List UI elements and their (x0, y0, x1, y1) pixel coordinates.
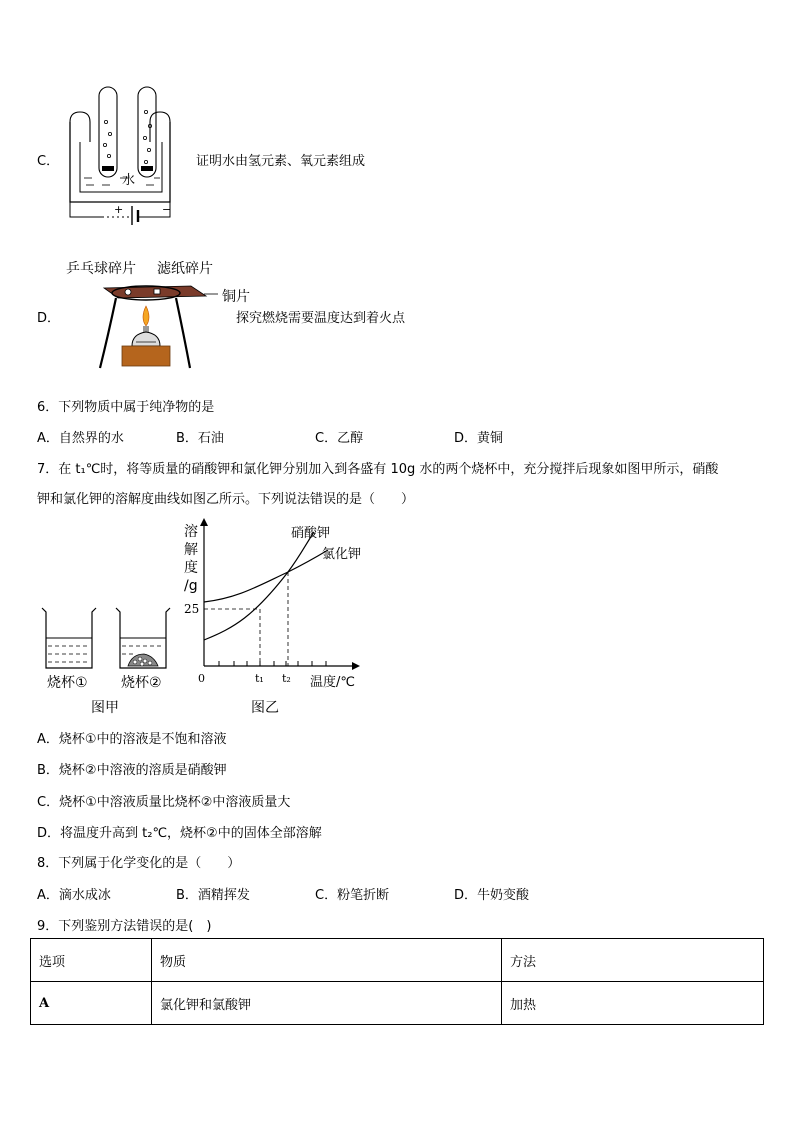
beakers-figure (36, 604, 186, 674)
combustion-apparatus-figure (96, 276, 236, 372)
ylabel-char-4: /g (184, 578, 198, 594)
cell-substance: 氯化钾和氯酸钾 (152, 982, 502, 1025)
ytick-25: 25 (184, 602, 200, 616)
beaker1-label: 烧杯① (47, 675, 88, 691)
table-header-row (31, 939, 764, 982)
table-row (31, 982, 764, 1025)
figure-a-caption: 图甲 (91, 700, 119, 716)
q6-option-c: C．乙醇 (315, 431, 364, 446)
kcl-curve (204, 550, 328, 602)
q9-stem: 9．下列鉴别方法错误的是( ) (37, 919, 212, 934)
beaker2-label: 烧杯② (121, 675, 162, 691)
beaker-1 (42, 608, 96, 668)
q7-option-a: A．烧杯①中的溶液是不饱和溶液 (37, 732, 227, 747)
negative-terminal-label: − (162, 203, 172, 216)
ylabel-char-2: 解 (184, 542, 198, 558)
q6-option-a: A．自然界的水 (37, 431, 124, 446)
q8-option-d: D．牛奶变酸 (454, 888, 530, 903)
q6-option-b: B．石油 (176, 431, 224, 446)
cell-method: 加热 (502, 982, 764, 1025)
q8-option-b: B．酒精挥发 (176, 888, 250, 903)
option-d-text: 探究燃烧需要温度达到着火点 (236, 311, 406, 326)
figure-b-caption: 图乙 (251, 700, 279, 716)
option-letter-c: C． (37, 154, 60, 169)
q8-option-c: C．粉笔折断 (315, 888, 390, 903)
cell-option: A (31, 982, 152, 1025)
option-c-text: 证明水由氢元素、氧元素组成 (196, 154, 366, 169)
q7-option-d: D．将温度升高到 t₂℃，烧杯②中的固体全部溶解 (37, 826, 322, 841)
ylabel-char-1: 溶 (184, 524, 198, 540)
q8-option-a: A．滴水成冰 (37, 888, 111, 903)
header-option: 选项 (31, 939, 152, 982)
q6-stem: 6．下列物质中属于纯净物的是 (37, 400, 215, 415)
xlabel: 温度/℃ (310, 675, 355, 690)
electrolysis-apparatus-figure (62, 82, 192, 227)
solubility-curve-figure (178, 516, 368, 694)
q9-table (30, 938, 764, 1025)
origin-label: 0 (198, 672, 205, 685)
positive-terminal-label: + (114, 203, 124, 216)
xtick-t2: t₂ (282, 672, 291, 685)
option-letter-d: D． (37, 311, 61, 326)
series-kcl-label: 氯化钾 (322, 547, 362, 562)
q8-stem: 8．下列属于化学变化的是（ ） (37, 856, 241, 871)
series-kno3-label: 硝酸钾 (291, 526, 331, 541)
pingpong-label: 乒乓球碎片 (66, 261, 136, 277)
q7-option-b: B．烧杯②中溶液的溶质是硝酸钾 (37, 763, 227, 778)
copper-label: 铜片 (222, 289, 250, 305)
q7-stem-line2: 钾和氯化钾的溶解度曲线如图乙所示。下列说法错误的是（ ） (37, 492, 415, 507)
header-substance: 物质 (152, 939, 502, 982)
ylabel-char-3: 度 (184, 560, 198, 576)
beaker-2 (116, 608, 170, 668)
q7-stem-line1: 7．在 t₁℃时，将等质量的硝酸钾和氯化钾分别加入到各盛有 10g 水的两个烧杯中，充分搅拌后现象如图甲所示，硝酸 (37, 462, 719, 477)
filter-paper-label: 滤纸碎片 (157, 261, 213, 277)
water-label: 水 (122, 173, 136, 188)
xtick-t1: t₁ (255, 672, 264, 685)
q6-option-d: D．黄铜 (454, 431, 504, 446)
q7-option-c: C．烧杯①中溶液质量比烧杯②中溶液质量大 (37, 795, 291, 810)
header-method: 方法 (502, 939, 764, 982)
